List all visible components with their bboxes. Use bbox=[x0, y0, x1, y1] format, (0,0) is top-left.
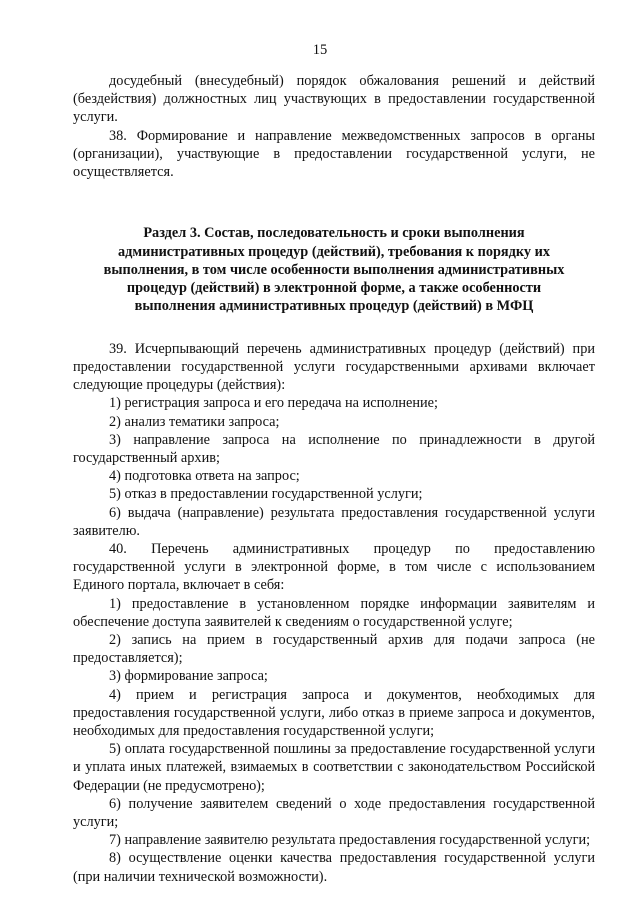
spacer bbox=[73, 316, 595, 340]
list-item: 3) формирование запроса; bbox=[109, 668, 268, 685]
list-item: 2) анализ тематики запроса; bbox=[109, 413, 280, 430]
list-item: 5) отказ в предоставлении государственной услуги; bbox=[109, 486, 423, 503]
section-title bbox=[73, 224, 595, 315]
list-item: 1) предоставление в установленном порядке информации заявителям и обеспечение доступа заявителей к сведениям о государственной услуге; bbox=[73, 595, 595, 630]
list-item: 6) получение заявителем сведений о ходе предоставления государственной услуги; bbox=[73, 795, 595, 830]
paragraph: 40. Перечень административных процедур по предоставлению государственной услуги в электронной форме, в том числе с использованием Единого портала, включает в себя: bbox=[73, 540, 595, 594]
list-item: 3) направление запроса на исполнение по принадлежности в другой государственный архив; bbox=[73, 431, 595, 466]
document-body bbox=[73, 72, 595, 886]
paragraph: 38. Формирование и направление межведомственных запросов в органы (организации), участвующие в предоставлении государственной услуги, не осуществляется. bbox=[73, 127, 595, 181]
section-title-line: административных процедур (действий), требования к порядку их bbox=[117, 243, 551, 260]
paragraph: досудебный (внесудебный) порядок обжалования решений и действий (бездействия) должностных лиц участвующих в предоставлении государственной услуги. bbox=[73, 73, 595, 126]
page-number: 15 bbox=[312, 42, 328, 58]
section-title-line: выполнения, в том числе особенности выполнения административных bbox=[103, 261, 565, 278]
list-item: 4) прием и регистрация запроса и документов, необходимых для предоставления государственной услуги, либо отказ в приеме запроса и документов, необходимых для предоставления государственной услуги; bbox=[73, 686, 595, 739]
list-item: 7) направление заявителю результата предоставления государственной услуги; bbox=[109, 832, 591, 849]
paragraph: 39. Исчерпывающий перечень административных процедур (действий) при предоставлении государственной услуги государственными архивами включает следующие процедуры (действия): bbox=[73, 340, 595, 394]
list-item: 6) выдача (направление) результата предоставления государственной услуги заявителю. bbox=[73, 504, 595, 539]
list-item: 2) запись на прием в государственный архив для подачи запроса (не предоставляется); bbox=[73, 631, 595, 667]
section-title-line: Раздел 3. Состав, последовательность и сроки выполнения bbox=[143, 225, 525, 242]
list-item: 5) оплата государственной пошлины за предоставление государственной услуги и уплата иных платежей, взимаемых в соответствии с законодательством Российской Федерации (не предусмотрено); bbox=[73, 741, 595, 794]
list-item: 1) регистрация запроса и его передача на исполнение; bbox=[109, 395, 438, 412]
section-title-line: процедур (действий) в электронной форме, а также особенности bbox=[126, 280, 542, 297]
section-title-line: выполнения административных процедур (действий) в МФЦ bbox=[134, 298, 534, 315]
list-item: 4) подготовка ответа на запрос; bbox=[109, 468, 300, 485]
list-item: 8) осуществление оценки качества предоставления государственной услуги (при наличии технической возможности). bbox=[73, 850, 595, 885]
